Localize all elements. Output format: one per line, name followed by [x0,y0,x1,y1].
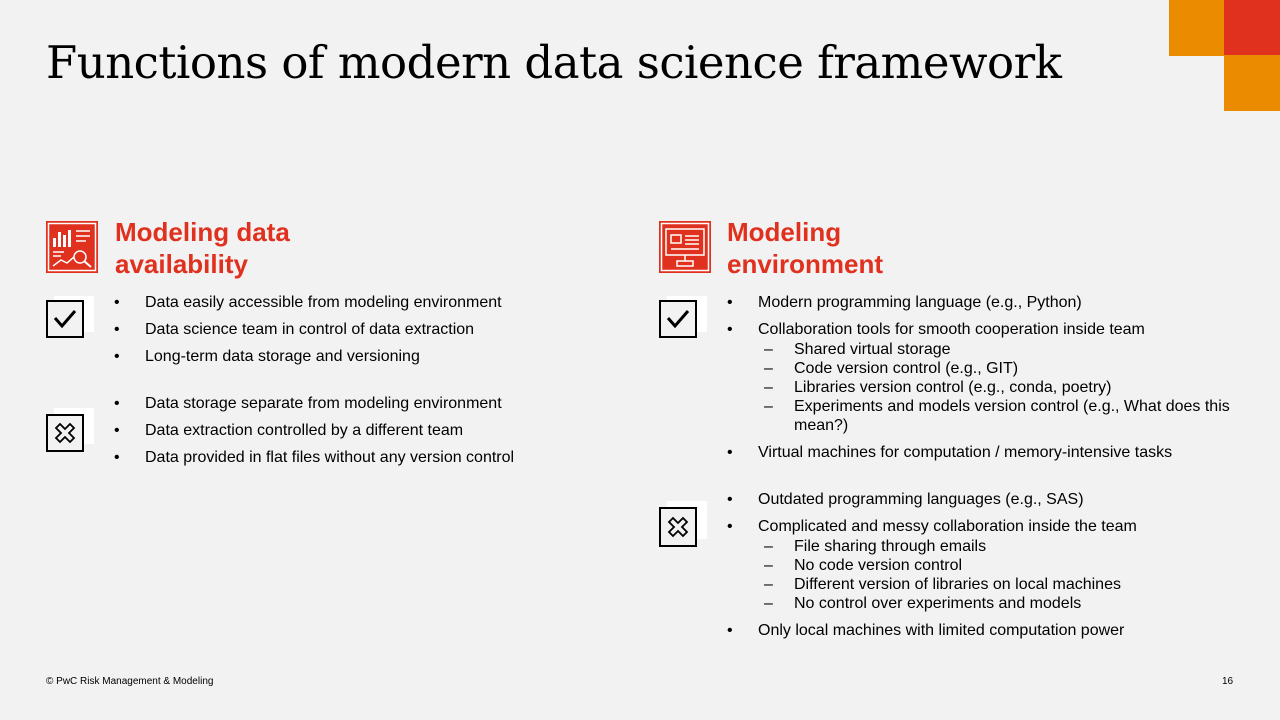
list-item-text: Collaboration tools for smooth cooperation inside team [758,321,1145,338]
computer-monitor-icon [659,221,711,273]
heading-line: availability [115,249,248,279]
sub-list-item: – Different version of libraries on local machines [758,575,1237,594]
list-item [727,293,1237,312]
list-item-text: Complicated and messy collaboration inside the team [758,518,1137,535]
checkmark-icon [659,296,697,334]
list-item: • Long-term data storage and versioning [114,347,614,366]
list-item: • Data easily accessible from modeling environment [114,293,614,312]
list-item [727,621,1237,640]
sub-list-item: – No control over experiments and models [758,594,1237,613]
list-item [727,443,1237,462]
cross-icon [659,501,697,539]
red-square-decoration [1224,0,1280,56]
sub-list [758,537,1237,613]
section-heading-data-availability [115,216,290,280]
right-bad-list [727,490,1237,648]
orange-square-decoration [1224,55,1280,111]
list-item: • Data science team in control of data extraction [114,320,614,339]
list-item: • Data storage separate from modeling environment [114,394,614,413]
left-bad-list [114,394,614,475]
section-heading-modeling-environment [727,216,883,280]
list-item [727,490,1237,509]
checkmark-icon [46,296,84,334]
cross-icon [46,408,84,446]
sub-list-item: – File sharing through emails [758,537,1237,556]
footer-copyright: © PwC Risk Management & Modeling [46,676,214,687]
right-good-list [727,293,1237,470]
list-item-text: Modern programming language (e.g., Python) [758,294,1082,311]
sub-list-item: – No code version control [758,556,1237,575]
sub-list-item: – Code version control (e.g., GIT) [758,359,1237,378]
list-item-text: Virtual machines for computation / memory-intensive tasks [758,444,1173,461]
list-item [727,517,1237,613]
sub-list [758,340,1237,435]
orange-square-decoration [1169,0,1225,56]
left-good-list [114,293,614,374]
sub-list-item: – Shared virtual storage [758,340,1237,359]
sub-list-item: – Libraries version control (e.g., conda, poetry) [758,378,1237,397]
list-item [727,320,1237,435]
sub-list-item: – Experiments and models version control (e.g., What does this mean?) [758,397,1237,435]
list-item: • Data provided in flat files without any version control [114,448,614,467]
heading-line: Modeling [727,217,842,247]
list-item-text: Only local machines with limited computation power [758,622,1125,639]
heading-line: environment [727,249,884,279]
list-item: • Data extraction controlled by a different team [114,421,614,440]
heading-line: Modeling data [115,217,290,247]
list-item-text: Outdated programming languages (e.g., SAS) [758,491,1084,508]
slide-title: Functions of modern data science framework [46,36,1062,89]
page-number: 16 [1222,676,1234,687]
data-chart-analysis-icon [46,221,98,273]
